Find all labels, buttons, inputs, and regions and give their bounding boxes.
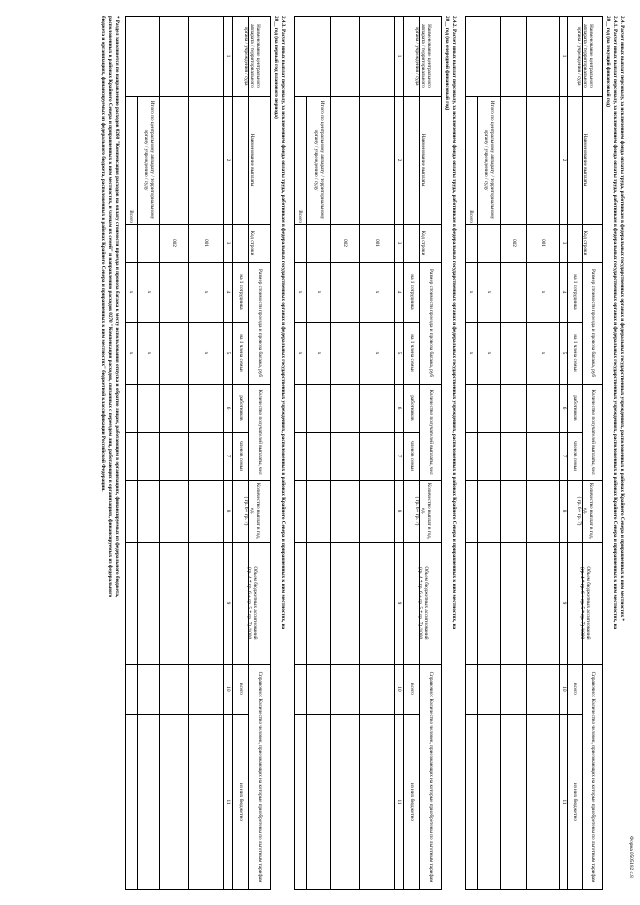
row-code-001: 001 bbox=[540, 239, 547, 247]
column-number: 2 bbox=[396, 158, 403, 162]
header-org: Наименование центрального аппарата / территориального органа / учреждения / суда bbox=[414, 24, 432, 88]
column-number: 10 bbox=[396, 686, 403, 692]
table-rule bbox=[465, 96, 603, 97]
header-ref: Справочно: Количество человек, приезжающих на которые приобретены по льготным тарифам bbox=[257, 671, 263, 883]
table-rule bbox=[330, 16, 331, 890]
section-title-2-4-2: 2.4.2. Расчет иных выплат персоналу, за исключением фонда оплаты труда, работникам в федеральных государственных органах и федеральных государственных учреждениях, расположенных в районах Крайнего Севера и приравненных к ним местностях, на bbox=[451, 16, 457, 630]
table-rule bbox=[294, 224, 442, 225]
table-rule bbox=[582, 384, 583, 480]
section-title-2-4: 2.4. Расчет иных выплат персоналу, за исключением фонда оплаты труда, работникам в федеральных государственных органах и федеральных государственных учреждениях, расположенных в районах Крайнего Севера и приравненных к ним местностях * bbox=[619, 16, 625, 622]
header-size: Размер стоимости проезда и провоза багажа, руб bbox=[257, 269, 263, 377]
header-ref: Справочно: Количество человек, приезжающих на которые приобретены по льготным тарифам bbox=[590, 671, 596, 883]
header-size-employee: на 1 сотрудника bbox=[409, 274, 415, 310]
header-volume-title: Объем бюджетных ассигнований bbox=[423, 566, 429, 640]
cell-x: x bbox=[540, 351, 547, 355]
header-volume-formula: (гр. 4 * гр. 6 + гр. 5 * гр. 7) /1000 bbox=[246, 566, 252, 640]
table-rule bbox=[232, 16, 233, 890]
column-number: 8 bbox=[225, 509, 232, 513]
table-rule bbox=[125, 664, 271, 665]
column-number: 7 bbox=[225, 454, 232, 458]
total-label: Всего bbox=[297, 210, 304, 223]
table-rule bbox=[223, 16, 224, 890]
header-volume bbox=[404, 542, 442, 664]
table-rule bbox=[359, 16, 360, 890]
column-number: 4 bbox=[396, 290, 403, 294]
column-number: 11 bbox=[561, 799, 567, 805]
column-number: 9 bbox=[225, 601, 232, 605]
section-year-2-4-3: 20__ год (на первый год планового периода) bbox=[273, 16, 279, 119]
cell-x: x bbox=[128, 351, 135, 355]
column-number: 6 bbox=[225, 406, 232, 410]
header-qty-employees: работников bbox=[238, 395, 244, 421]
table-rule bbox=[294, 432, 420, 433]
cell-x: x bbox=[297, 290, 304, 294]
footnote-line-1: * Раздел заполняется по направлению расходов 0260 "Компенсация расходов на оплату стоимости проезда и провоза багажа к месту использования отпуска и обратно лицам, работающим в организациях, финансируемых из федерального бюджета, bbox=[114, 16, 120, 598]
column-number: 3 bbox=[561, 241, 567, 245]
subtotal-code bbox=[478, 224, 501, 262]
header-size: Размер стоимости проезда и провоза багажа, руб bbox=[428, 269, 434, 377]
column-number: 7 bbox=[396, 454, 403, 458]
cell-x: x bbox=[316, 351, 322, 355]
header-year-formula: ( гр. 6+ гр. 7) bbox=[576, 496, 583, 526]
header-size-family: на 1 члена семьи bbox=[572, 334, 579, 372]
table-rule bbox=[582, 262, 583, 384]
header-size-employee: на 1 сотрудника bbox=[238, 274, 244, 310]
cell-x: x bbox=[203, 351, 210, 355]
table-rule bbox=[567, 16, 568, 890]
table-rule bbox=[306, 96, 307, 890]
column-number: 5 bbox=[225, 351, 232, 355]
header-name: Наименование выплаты bbox=[582, 133, 589, 187]
form-code: Форма 0505182 с.8 bbox=[628, 836, 634, 878]
header-volume-formula: (гр. 4 * гр. 6 + гр. 5 * гр. 7) /1000 bbox=[579, 566, 586, 640]
row-code-002: 002 bbox=[511, 239, 517, 247]
cell-x: x bbox=[297, 351, 304, 355]
subtotal-label: Итого по центральному аппарату / территориальному органу / учреждению / суду bbox=[483, 100, 496, 220]
total-label: Всего bbox=[128, 210, 135, 223]
header-qty-employees: работников bbox=[409, 395, 415, 421]
row-code-001: 001 bbox=[203, 239, 210, 247]
column-number: 1 bbox=[396, 54, 403, 58]
table-rule bbox=[248, 384, 249, 480]
header-ref-budget: из них бюджетно bbox=[572, 783, 579, 821]
header-volume-title: Объем бюджетных ассигнований bbox=[252, 566, 258, 640]
column-number: 6 bbox=[396, 406, 403, 410]
section-title-2-4-1: 2.4.1. Расчет иных выплат персоналу, за исключением фонда оплаты труда, работникам в федеральных государственных органах и федеральных государственных учреждениях, расположенных в районах Крайнего Севера и приравненных к ним местностях, на bbox=[612, 16, 618, 630]
header-qty: Количество получателей выплаты, чел bbox=[590, 389, 596, 475]
table-rule bbox=[188, 16, 189, 890]
footnote-line-2: расположенных в районах Крайнего Севера и приравненных к ним местностях, и членам их семей" и направлению расходов 0270 "Компенсация расходов, связанных с переездом лиц, работающих в организациях, финансируемых из федерального bbox=[107, 16, 113, 598]
header-year-formula: ( гр. 6+ гр. 7) bbox=[243, 496, 249, 526]
table-rule bbox=[477, 96, 478, 890]
header-qty-family: членов семьи bbox=[572, 441, 579, 471]
header-qty-family: членов семьи bbox=[409, 441, 415, 471]
column-number: 9 bbox=[396, 601, 403, 605]
header-size-family: на 1 члена семьи bbox=[409, 334, 415, 372]
header-volume-title: Объем бюджетных ассигнований bbox=[585, 566, 592, 640]
column-number: 1 bbox=[225, 54, 232, 58]
cell-x: x bbox=[468, 351, 475, 355]
row-code-002: 002 bbox=[171, 239, 178, 247]
header-org: Наименование центрального аппарата / территориального органа / учреждения / суда bbox=[243, 24, 261, 88]
header-qty-family: членов семьи bbox=[238, 441, 244, 471]
column-number: 2 bbox=[561, 158, 567, 162]
cell-x: x bbox=[486, 351, 493, 355]
table-rule bbox=[559, 16, 560, 890]
column-number: 8 bbox=[396, 509, 403, 513]
header-qty: Количество получателей выплаты, чел bbox=[428, 389, 434, 475]
cell-x: x bbox=[146, 351, 152, 355]
table-rule bbox=[137, 96, 138, 890]
column-number: 7 bbox=[561, 454, 567, 458]
column-number: 10 bbox=[561, 686, 567, 692]
header-size-family: на 1 члена семьи bbox=[238, 334, 244, 372]
cell-x: x bbox=[540, 290, 547, 294]
header-year bbox=[404, 480, 442, 542]
header-ref-total: всего bbox=[572, 683, 579, 695]
cell-x: x bbox=[316, 290, 322, 294]
total-label: Всего bbox=[468, 210, 475, 223]
subtotal-code bbox=[307, 224, 331, 262]
header-ref-total: всего bbox=[238, 683, 244, 695]
table-rule bbox=[394, 16, 395, 890]
header-volume bbox=[233, 542, 271, 664]
column-number: 11 bbox=[396, 799, 403, 805]
table-rule bbox=[465, 322, 583, 323]
header-code: Код строки bbox=[420, 230, 426, 256]
header-code: Код строки bbox=[582, 230, 589, 256]
header-org: Наименование центрального аппарата / территориального органа / учреждения / суда bbox=[576, 24, 595, 88]
header-size: Размер стоимости проезда и провоза багажа, руб bbox=[590, 269, 596, 377]
column-number: 2 bbox=[225, 158, 232, 162]
column-number: 1 bbox=[561, 54, 567, 58]
header-ref-budget: из них бюджетно bbox=[238, 783, 244, 821]
header-year bbox=[568, 480, 603, 542]
header-code: Код строки bbox=[249, 230, 255, 256]
table-rule bbox=[294, 714, 420, 715]
table-rule bbox=[465, 224, 603, 225]
column-number: 9 bbox=[561, 601, 567, 605]
table-rule bbox=[582, 664, 583, 890]
header-year bbox=[233, 480, 271, 542]
table-rule bbox=[125, 480, 271, 481]
cell-x: x bbox=[374, 351, 381, 355]
table-rule bbox=[465, 542, 603, 543]
cell-x: x bbox=[374, 290, 381, 294]
table-rule bbox=[294, 96, 442, 97]
table-rule bbox=[294, 542, 442, 543]
table-rule bbox=[294, 322, 420, 323]
column-number: 4 bbox=[561, 290, 567, 294]
header-size-employee: на 1 сотрудника bbox=[572, 274, 579, 310]
subtotal-label: Итого по центральному аппарату / территориальному органу / учреждению / суду bbox=[313, 100, 325, 220]
header-name: Наименование выплаты bbox=[249, 133, 255, 187]
subtotal-code bbox=[138, 224, 160, 262]
header-ref: Справочно: Количество человек, приезжающих на которые приобретены по льготным тарифам bbox=[428, 671, 434, 883]
column-number: 10 bbox=[225, 686, 232, 692]
table-rule bbox=[419, 262, 420, 384]
row-code-002: 002 bbox=[342, 239, 349, 247]
section-title-2-4-3: 2.4.3. Расчет иных выплат персоналу, за исключением фонда оплаты труда, работникам в федеральных государственных органах и федеральных государственных учреждениях, расположенных в районах Крайнего Севера и приравненных к ним местностях, на bbox=[280, 16, 286, 630]
table-rule bbox=[125, 224, 271, 225]
header-ref-budget: из них бюджетно bbox=[409, 783, 415, 821]
column-number: 5 bbox=[396, 351, 403, 355]
table-rule bbox=[125, 432, 249, 433]
header-ref-total: всего bbox=[409, 683, 415, 695]
column-number: 11 bbox=[225, 799, 232, 805]
cell-x: x bbox=[146, 290, 152, 294]
table-rule bbox=[419, 384, 420, 480]
header-volume bbox=[568, 542, 603, 664]
table-rule bbox=[159, 16, 160, 890]
column-number: 3 bbox=[396, 241, 403, 245]
table-rule bbox=[500, 16, 501, 890]
table-rule bbox=[526, 16, 527, 890]
header-year-formula: ( гр. 6+ гр. 7) bbox=[414, 496, 420, 526]
header-year-title: Количество выплат в год, ед. bbox=[582, 482, 595, 540]
section-year-2-4-2: 20__ год (на очередной финансовый год) bbox=[444, 16, 450, 111]
column-number: 4 bbox=[225, 290, 232, 294]
column-number: 5 bbox=[561, 351, 567, 355]
table-rule bbox=[125, 262, 271, 263]
table-rule bbox=[125, 384, 271, 385]
cell-x: x bbox=[203, 290, 210, 294]
table-rule bbox=[403, 16, 404, 890]
header-qty: Количество получателей выплаты, чел bbox=[257, 389, 263, 475]
cell-x: x bbox=[468, 290, 475, 294]
column-number: 6 bbox=[561, 406, 567, 410]
column-number: 3 bbox=[225, 241, 232, 245]
cell-x: x bbox=[128, 290, 135, 294]
table-rule bbox=[125, 96, 271, 97]
header-volume-formula: (гр. 4 * гр. 6 + гр. 5 * гр. 7) /1000 bbox=[417, 566, 423, 640]
section-year-2-4-1: 20__ год (на текущий финансовый год) bbox=[605, 16, 611, 107]
header-year-title: Количество выплат в год, ед. bbox=[249, 482, 261, 540]
table-rule bbox=[125, 542, 271, 543]
table-rule bbox=[465, 714, 583, 715]
table-rule bbox=[465, 480, 603, 481]
header-year-title: Количество выплат в год, ед. bbox=[420, 482, 432, 540]
footnote-line-3: бюджета и организациях, финансируемых из федерального бюджета, расположенных в районах Крайнего Севера и приравненных к ним местностях" бюджетной классификации Российской Федерации. bbox=[100, 16, 106, 492]
table-rule bbox=[465, 432, 583, 433]
cell-x: x bbox=[486, 290, 493, 294]
header-name: Наименование выплаты bbox=[420, 133, 426, 187]
subtotal-label: Итого по центральному аппарату / территориальному органу / учреждению / суду bbox=[143, 100, 155, 220]
table-rule bbox=[125, 322, 249, 323]
table-rule bbox=[294, 480, 442, 481]
header-qty-employees: работников bbox=[572, 395, 579, 421]
table-rule bbox=[248, 262, 249, 384]
column-number: 8 bbox=[561, 509, 567, 513]
table-rule bbox=[248, 664, 249, 890]
row-code-001: 001 bbox=[374, 239, 381, 247]
table-rule bbox=[125, 714, 249, 715]
table-rule bbox=[419, 664, 420, 890]
